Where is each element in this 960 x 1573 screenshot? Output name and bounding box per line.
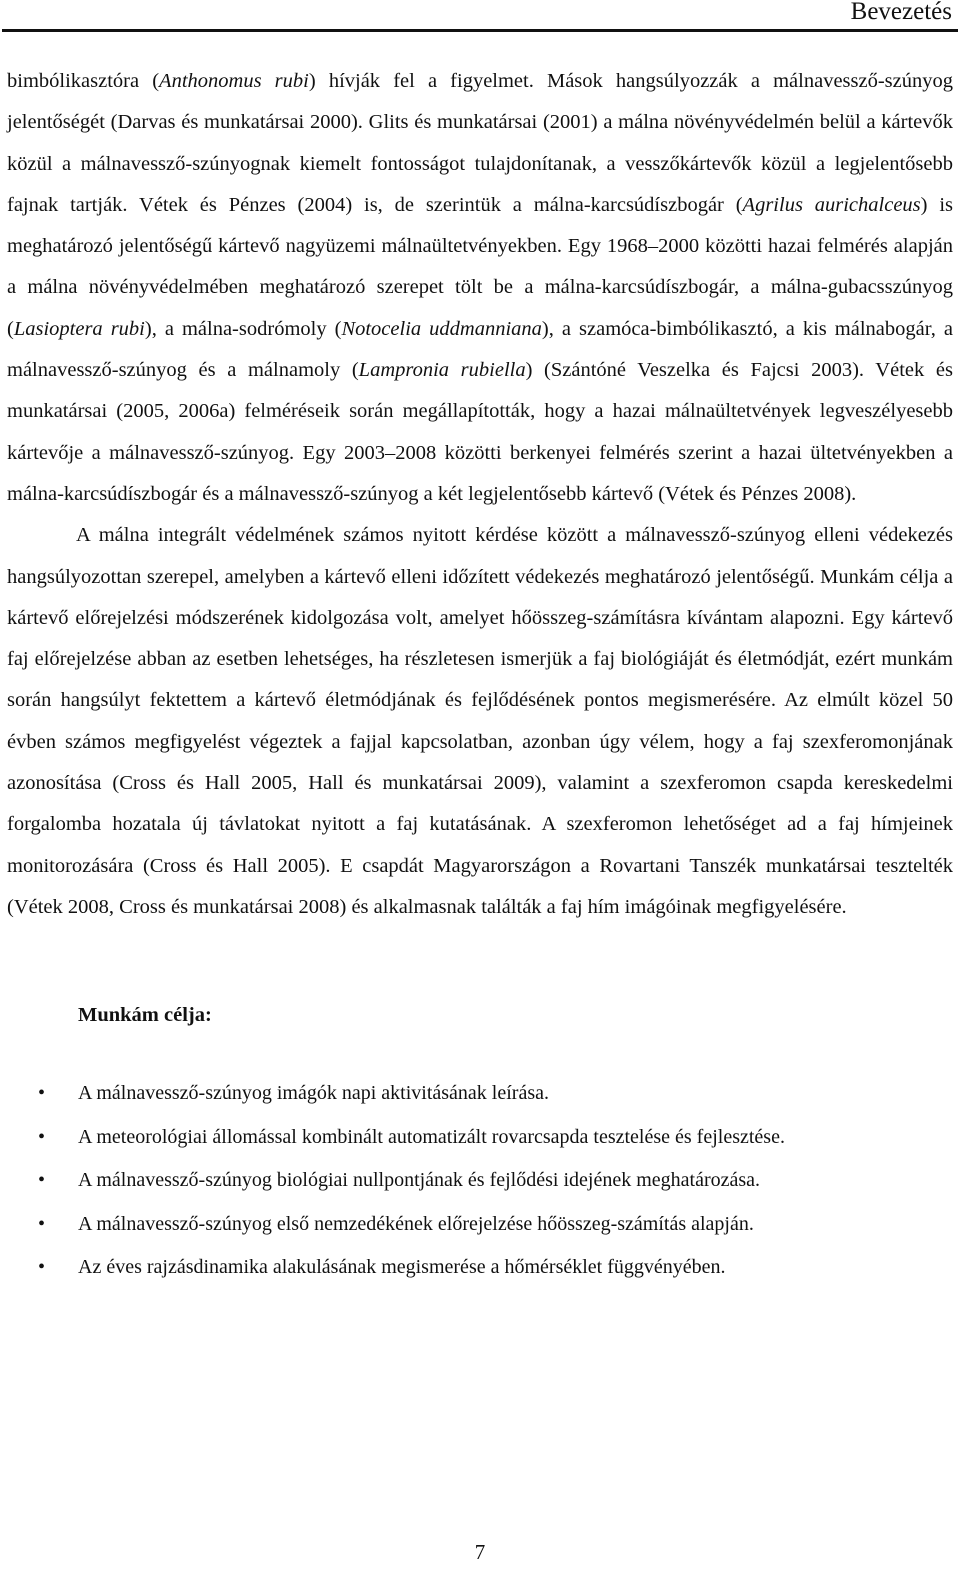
text-run: ), a szamóca-bimbólikasztó, a kis málnabogár, a málnavessző-szúnyog és a málnamoly ( (7, 317, 953, 382)
section-title: Munkám célja: (78, 1004, 212, 1027)
list-item-text: A meteorológiai állomással kombinált automatizált rovarcsapda tesztelése és fejlesztése. (78, 1125, 785, 1148)
list-item-text: A málnavessző-szúnyog biológiai nullpontjának és fejlődési idejének meghatározása. (78, 1169, 761, 1192)
page-header-title: Bevezetés (850, 0, 952, 25)
list-item (7, 1116, 953, 1160)
text-run: ) (Szántóné Veszelka és Fajcsi 2003). Vétek és munkatársai (2005, 2006a) felméréseik során megállapították, hogy a hazai málnaültetvények legveszélyesebb kártevője a málnavessző-szúnyog. Egy 2003–2008 közötti berkenyei felmérés szerint a hazai ültetvényekben a málna-karcsúdíszbogár és a málnavessző-szúnyog a két legjelentősebb kártevő (Vétek és Pénzes 2008). (7, 359, 953, 505)
paragraph-1 (7, 61, 953, 515)
text-run: ) is meghatározó jelentőségű kártevő nagyüzemi málnaültetvényekben. Egy 1968–2000 közötti hazai felmérés alapján a málna növényvédelmében meghatározó szerepet tölt be a málna-karcsúdíszbogár, a málna-gubacsszúnyog ( (7, 193, 953, 340)
species-name: Agrilus aurichalceus (742, 193, 921, 216)
bullet-icon: • (38, 1212, 46, 1235)
species-name: Lampronia rubiella (358, 359, 526, 382)
bullet-icon: • (38, 1169, 46, 1192)
list-item-text: A málnavessző-szúnyog imágók napi aktivitásának leírása. (78, 1082, 549, 1105)
bullet-icon: • (38, 1125, 46, 1148)
species-name: Notocelia uddmanniana (341, 317, 542, 340)
list-item-text: A málnavessző-szúnyog első nemzedékének előrejelzése hőösszeg-számítás alapján. (78, 1212, 754, 1235)
paragraph-2: A málna integrált védelmének számos nyitott kérdése között a málnavessző-szúnyog elleni védekezés hangsúlyozottan szerepel, amelyben a kártevő elleni időzített védekezés meghatározó jelentőségű. Munkám célja a kártevő előrejelzési módszerének kidolgozása volt, amelyet hőösszeg-számításra kívántam alapozni. Egy kártevő faj előrejelzése abban az esetben lehetséges, ha részletesen ismerjük a faj biológiáját és életmódját, ezért munkám során hangsúlyt fektettem a kártevő életmódjának és fejlődésének pontos megismerésére. Az elmúlt közel 50 évben számos megfigyelést végeztek a fajjal kapcsolatban, azonban úgy vélem, hogy a faj szexferomonjának azonosítása (Cross és Hall 2005, Hall és munkatársai 2009), valamint a szexferomon csapda kereskedelmi forgalomba hozatala új távlatokat nyitott a faj kutatásának. A szexferomon lehetőséget ad a faj hímjeinek monitorozására (Cross és Hall 2005). E csapdát Magyarországon a Rovartani Tanszék munkatársai tesztelték (Vétek 2008, Cross és munkatársai 2008) és alkalmasnak találták a faj hím imágóinak megfigyelésére. (7, 524, 953, 918)
list-item (7, 1159, 953, 1203)
species-name: Anthonomus rubi (159, 70, 309, 92)
species-name: Lasioptera rubi (13, 317, 145, 340)
bullet-icon: • (38, 1082, 46, 1105)
list-item (7, 1203, 953, 1247)
page-number: 7 (474, 1540, 486, 1564)
text-run: ) hívják fel a figyelmet. Mások hangsúlyozzák a málnavessző-szúnyog jelentőségét (Darvas és munkatársai 2000). Glits és munkatársai (2001) a málna növényvédelmén belül a kártevők közül a málnavessző-szúnyognak kiemelt fontosságot tulajdonítanak, a vesszőkártevők közül a legjelentősebb fajnak tartják. Vétek és Pénzes (2004) is, de szerintük a málna-karcsúdíszbogár ( (7, 70, 953, 216)
list-item (7, 1246, 953, 1290)
text-run: bimbólikasztóra ( (7, 70, 160, 92)
text-run: ), a málna-sodrómoly ( (144, 317, 342, 340)
bullet-icon: • (38, 1256, 46, 1279)
header-rule (2, 29, 958, 32)
goals-list (7, 1072, 953, 1290)
document-body (7, 61, 953, 1290)
list-item (7, 1072, 953, 1116)
list-item-text: Az éves rajzásdinamika alakulásának megismerése a hőmérséklet függvényében. (78, 1256, 726, 1279)
